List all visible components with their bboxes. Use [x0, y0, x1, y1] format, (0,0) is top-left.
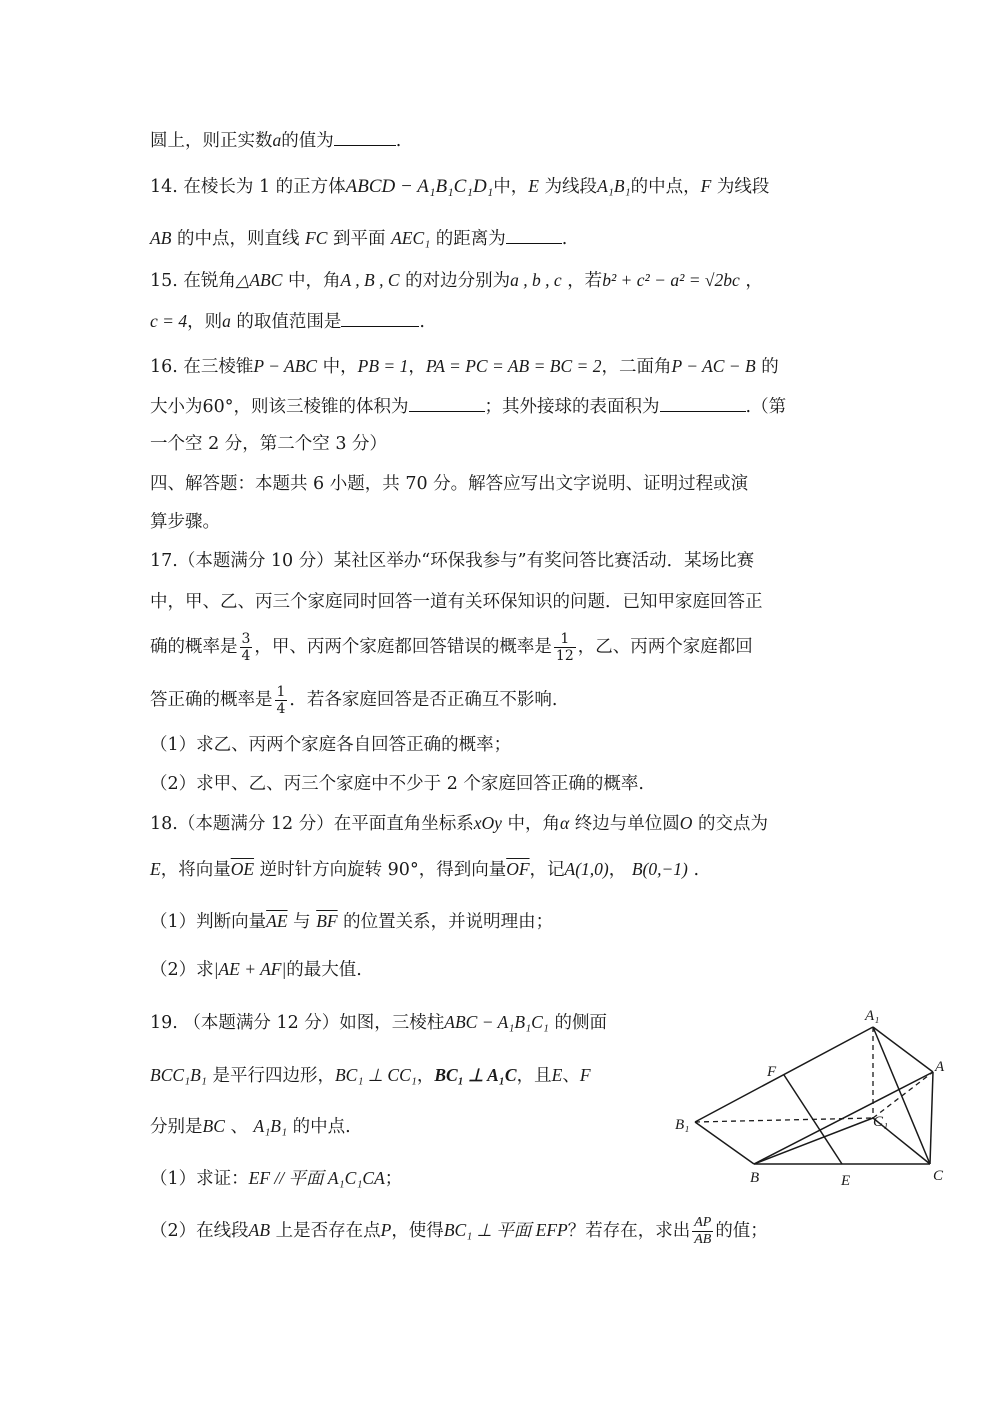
q16-line2: 大小为60°，则该三棱锥的体积为 ；其外接球的表面积为 .（第 [150, 393, 786, 420]
q17-line2: 中，甲、乙、丙三个家庭同时回答一道有关环保知识的问题．已知甲家庭回答正 [150, 592, 763, 612]
answer-blank [341, 308, 419, 327]
fraction: $\frac{AP}{AB}$ [694, 1215, 712, 1247]
q17-part2: （2）求甲、乙、丙三个家庭中不少于 2 个家庭回答正确的概率. [150, 774, 644, 794]
label-e: E [841, 1173, 851, 1189]
section4-line1: 四、解答题：本题共 6 小题，共 70 分。解答应写出文字说明、证明过程或演 [150, 474, 749, 494]
q19-part1: （1）求证：EF // 平面 A₁C₁CA； [150, 1168, 403, 1189]
label-c1: C₁ [873, 1114, 889, 1130]
q18-part1: （1）判断向量$\overline{AE}$ 与 $\overline{BF}$ 的位置关系，并说明理由； [150, 911, 554, 932]
edge-c1-a [873, 1072, 933, 1118]
edge-b1-a1 [695, 1027, 873, 1122]
q17-line4: 答正确的概率是 $\frac{1}{4}$ ．若各家庭回答是否正确互不影响. [150, 684, 558, 717]
answer-blank [506, 225, 562, 244]
q13-tail: 圆上，则正实数a的值为 . [150, 127, 401, 154]
q16-line3: 一个空 2 分，第二个空 3 分） [150, 434, 388, 454]
fraction: $\frac{3}{4}$ [241, 631, 251, 664]
q19-line1: 19. （本题满分 12 分）如图，三棱柱ABC − A₁B₁C₁ 的侧面 [150, 1012, 607, 1033]
q19-part2: （2）在线段AB 上是否存在点P，使得BC₁ ⊥ 平面 EFP？若存在，求出 $\frac{AP}{AB}$ 的值； [150, 1215, 768, 1247]
q17-line1: 17.（本题满分 10 分）某社区举办“环保我参与”有奖问答比赛活动．某场比赛 [150, 551, 755, 571]
label-c: C [933, 1168, 944, 1184]
label-b1: B₁ [675, 1117, 690, 1133]
section4-line2: 算步骤。 [150, 512, 220, 532]
q18-line1: 18.（本题满分 12 分）在平面直角坐标系xOy 中，角α 终边与单位圆O 的交点为 [150, 813, 768, 834]
edge-a-c [930, 1072, 933, 1164]
q14-line2: AB 的中点，则直线 FC 到平面 AEC₁ 的距离为 . [150, 225, 567, 252]
q19-line3: 分别是BC 、 A₁B₁ 的中点. [150, 1116, 351, 1137]
label-b: B [750, 1170, 760, 1186]
q16-line1: 16. 在三棱锥P − ABC 中，PB = 1，PA = PC = AB = BC = 2，二面角P − AC − B 的 [150, 356, 779, 377]
prism-figure [665, 1000, 955, 1200]
answer-blank [334, 127, 396, 146]
edge-b-a [754, 1072, 933, 1164]
edge-b-c1 [754, 1118, 873, 1164]
edge-b1-b [695, 1122, 754, 1164]
label-a: A [935, 1059, 945, 1075]
fraction: $\frac{1}{12}$ [555, 631, 574, 664]
answer-blank [409, 393, 485, 412]
label-f: F [767, 1064, 777, 1080]
q17-part1: （1）求乙、丙两个家庭各自回答正确的概率； [150, 735, 512, 755]
q15-line1: 15. 在锐角△ABC 中，角A , B , C 的对边分别为a , b , c ，若b² + c² − a² = √2bc ， [150, 270, 763, 291]
edge-b1-c1 [695, 1118, 873, 1122]
answer-blank [660, 393, 746, 412]
q17-line3: 确的概率是 $\frac{3}{4}$ ，甲、丙两个家庭都回答错误的概率是 $\frac{1}{12}$ ，乙、丙两个家庭都回 [150, 631, 753, 664]
q18-part2: （2）求|AE + AF|的最大值. [150, 959, 362, 980]
fraction: $\frac{1}{4}$ [276, 684, 286, 717]
label-a1: A₁ [865, 1008, 880, 1024]
q19-line2: BCC₁B₁ 是平行四边形，BC₁ ⊥ CC₁，BC₁ ⊥ A₁C，且E、F [150, 1065, 591, 1086]
q14-line1: 14. 在棱长为 1 的正方体ABCD − A₁B₁C₁D₁中，E 为线段A₁B₁的中点，F 为线段 [150, 176, 770, 197]
q18-line2: E，将向量$\overline{OE}$ 逆时针方向旋转 90°，得到向量$\overline{OF}$，记A(1,0)， B(0,−1) . [150, 859, 700, 880]
q15-line2: c = 4，则a 的取值范围是 . [150, 308, 425, 335]
